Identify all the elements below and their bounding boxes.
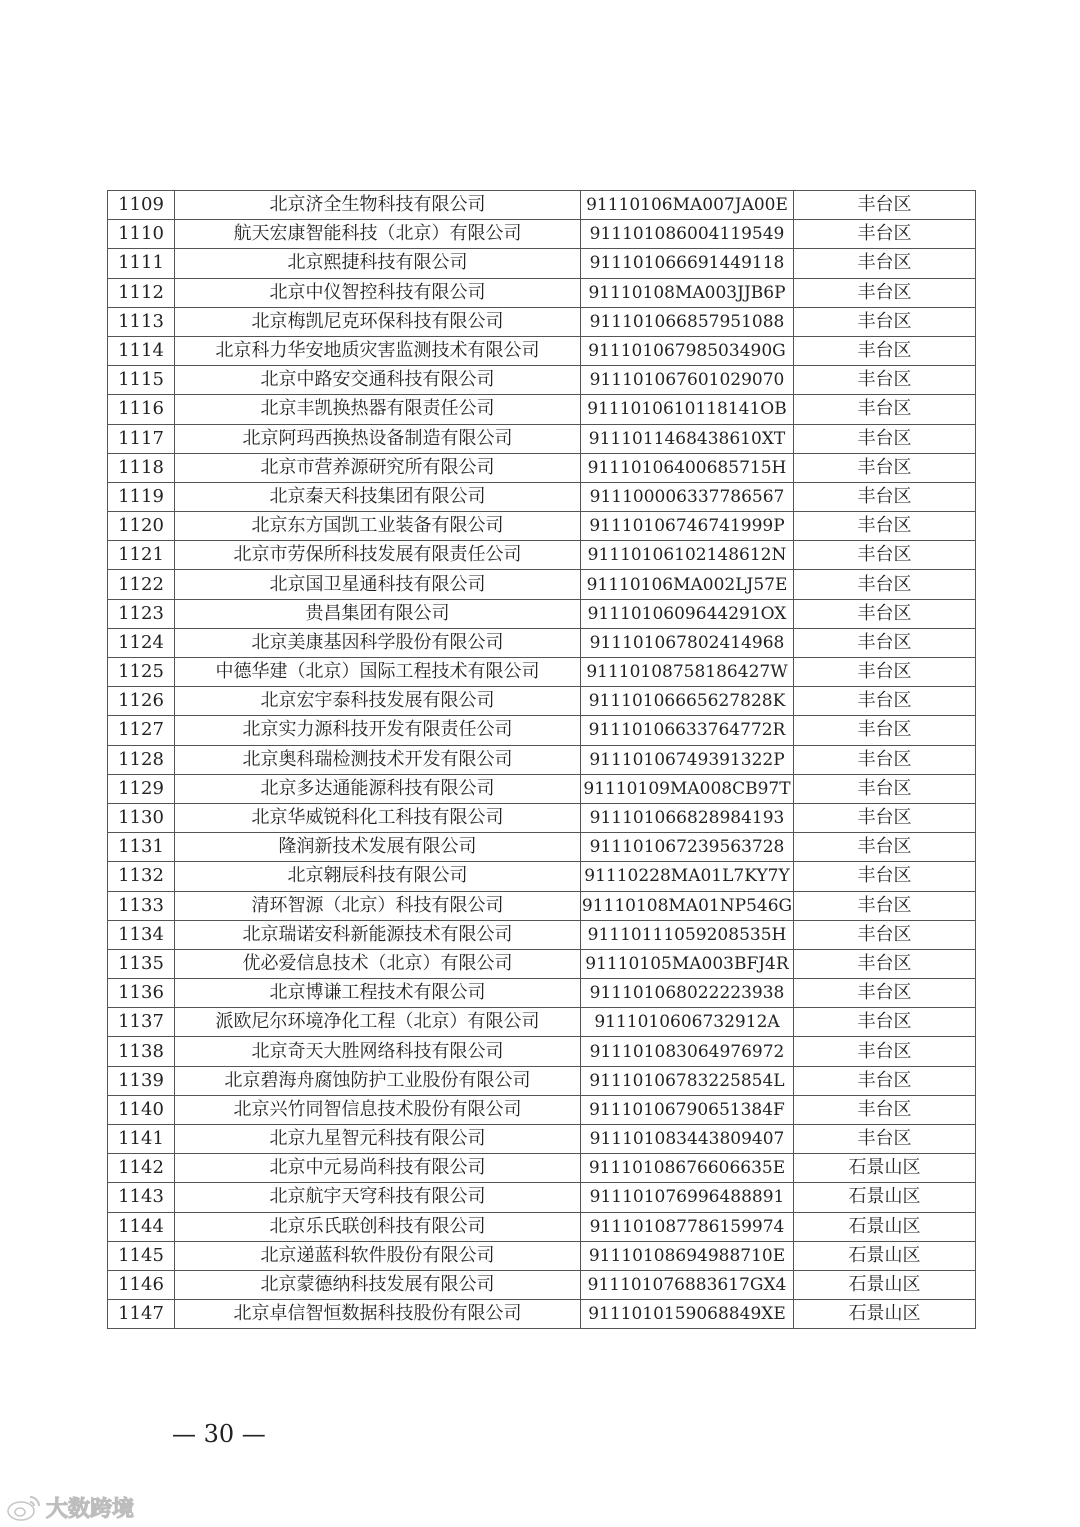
table-row — [108, 1300, 976, 1329]
credit-code: 91110108676606635E — [581, 1154, 794, 1183]
row-number: 1140 — [108, 1095, 175, 1124]
credit-code: 911101066828984193 — [581, 803, 794, 832]
credit-code: 91110105MA003BFJ4R — [581, 949, 794, 978]
table-row — [108, 658, 976, 687]
district: 丰台区 — [794, 599, 976, 628]
row-number: 1118 — [108, 453, 175, 482]
company-name: 北京兴竹同智信息技术股份有限公司 — [175, 1095, 581, 1124]
credit-code: 91110106746741999P — [581, 512, 794, 541]
table-row — [108, 1183, 976, 1212]
company-name: 北京熙捷科技有限公司 — [175, 249, 581, 278]
row-number: 1128 — [108, 745, 175, 774]
district: 丰台区 — [794, 774, 976, 803]
company-name: 贵昌集团有限公司 — [175, 599, 581, 628]
row-number: 1146 — [108, 1270, 175, 1299]
district: 丰台区 — [794, 949, 976, 978]
credit-code: 911101068022223938 — [581, 979, 794, 1008]
row-number: 1141 — [108, 1125, 175, 1154]
credit-code: 91110106102148612N — [581, 541, 794, 570]
company-name: 北京梅凯尼克环保科技有限公司 — [175, 307, 581, 336]
company-name: 派欧尼尔环境净化工程（北京）有限公司 — [175, 1008, 581, 1037]
company-name: 北京中路安交通科技有限公司 — [175, 366, 581, 395]
district: 丰台区 — [794, 307, 976, 336]
company-name: 北京航宇天穹科技有限公司 — [175, 1183, 581, 1212]
row-number: 1134 — [108, 920, 175, 949]
district: 丰台区 — [794, 570, 976, 599]
credit-code: 9111011468438610XT — [581, 424, 794, 453]
credit-code: 91110106783225854L — [581, 1066, 794, 1095]
table-row — [108, 979, 976, 1008]
row-number: 1113 — [108, 307, 175, 336]
credit-code: 91110111059208535H — [581, 920, 794, 949]
table-row — [108, 541, 976, 570]
credit-code: 91110106798503490G — [581, 336, 794, 365]
credit-code: 9111010610118141OB — [581, 395, 794, 424]
table-body — [108, 191, 976, 1329]
district: 石景山区 — [794, 1183, 976, 1212]
row-number: 1144 — [108, 1212, 175, 1241]
company-name: 清环智源（北京）科技有限公司 — [175, 891, 581, 920]
company-table — [107, 190, 976, 1329]
credit-code: 91110106665627828K — [581, 687, 794, 716]
credit-code: 9111010609644291OX — [581, 599, 794, 628]
district: 丰台区 — [794, 745, 976, 774]
table-row — [108, 570, 976, 599]
credit-code: 91110108MA003JJB6P — [581, 278, 794, 307]
table-row — [108, 716, 976, 745]
row-number: 1120 — [108, 512, 175, 541]
credit-code: 91110106MA002LJ57E — [581, 570, 794, 599]
credit-code: 911101066857951088 — [581, 307, 794, 336]
company-name: 北京蒙德纳科技发展有限公司 — [175, 1270, 581, 1299]
credit-code: 9111010606732912A — [581, 1008, 794, 1037]
company-name: 北京科力华安地质灾害监测技术有限公司 — [175, 336, 581, 365]
credit-code: 9111010159068849XE — [581, 1300, 794, 1329]
company-name: 北京奥科瑞检测技术开发有限公司 — [175, 745, 581, 774]
district: 丰台区 — [794, 366, 976, 395]
table-row — [108, 1154, 976, 1183]
row-number: 1133 — [108, 891, 175, 920]
table-row — [108, 1008, 976, 1037]
district: 石景山区 — [794, 1154, 976, 1183]
table-row — [108, 220, 976, 249]
table-row — [108, 833, 976, 862]
table-row — [108, 628, 976, 657]
company-name: 北京华威锐科化工科技有限公司 — [175, 803, 581, 832]
credit-code: 911101076996488891 — [581, 1183, 794, 1212]
table-row — [108, 1095, 976, 1124]
company-name: 北京东方国凯工业装备有限公司 — [175, 512, 581, 541]
table-row — [108, 803, 976, 832]
credit-code: 911101066691449118 — [581, 249, 794, 278]
table-row — [108, 949, 976, 978]
company-name: 北京济全生物科技有限公司 — [175, 191, 581, 220]
district: 丰台区 — [794, 453, 976, 482]
company-name: 北京中元易尚科技有限公司 — [175, 1154, 581, 1183]
table-row — [108, 249, 976, 278]
district: 丰台区 — [794, 803, 976, 832]
table-row — [108, 1212, 976, 1241]
row-number: 1119 — [108, 482, 175, 511]
row-number: 1132 — [108, 862, 175, 891]
district: 丰台区 — [794, 1037, 976, 1066]
row-number: 1138 — [108, 1037, 175, 1066]
table-row — [108, 1125, 976, 1154]
row-number: 1121 — [108, 541, 175, 570]
watermark-text: 大数跨境 — [46, 1496, 135, 1522]
district: 石景山区 — [794, 1300, 976, 1329]
row-number: 1125 — [108, 658, 175, 687]
credit-code: 91110108694988710E — [581, 1241, 794, 1270]
credit-code: 91110106400685715H — [581, 453, 794, 482]
credit-code: 91110109MA008CB97T — [581, 774, 794, 803]
company-name: 北京市营养源研究所有限公司 — [175, 453, 581, 482]
company-name: 北京中仪智控科技有限公司 — [175, 278, 581, 307]
credit-code: 911100006337786567 — [581, 482, 794, 511]
district: 丰台区 — [794, 249, 976, 278]
district: 丰台区 — [794, 658, 976, 687]
company-name: 北京秦天科技集团有限公司 — [175, 482, 581, 511]
table-row — [108, 1270, 976, 1299]
company-name: 北京九星智元科技有限公司 — [175, 1125, 581, 1154]
credit-code: 911101083064976972 — [581, 1037, 794, 1066]
credit-code: 91110228MA01L7KY7Y — [581, 862, 794, 891]
company-name: 北京碧海舟腐蚀防护工业股份有限公司 — [175, 1066, 581, 1095]
row-number: 1142 — [108, 1154, 175, 1183]
company-name: 北京奇天大胜网络科技有限公司 — [175, 1037, 581, 1066]
district: 丰台区 — [794, 1095, 976, 1124]
table-row — [108, 336, 976, 365]
row-number: 1117 — [108, 424, 175, 453]
row-number: 1145 — [108, 1241, 175, 1270]
table-row — [108, 774, 976, 803]
company-name: 北京丰凯换热器有限责任公司 — [175, 395, 581, 424]
row-number: 1131 — [108, 833, 175, 862]
credit-code: 911101086004119549 — [581, 220, 794, 249]
credit-code: 91110106MA007JA00E — [581, 191, 794, 220]
district: 丰台区 — [794, 687, 976, 716]
table-row — [108, 366, 976, 395]
row-number: 1147 — [108, 1300, 175, 1329]
district: 丰台区 — [794, 191, 976, 220]
table-row — [108, 862, 976, 891]
row-number: 1129 — [108, 774, 175, 803]
credit-code: 91110106790651384F — [581, 1095, 794, 1124]
row-number: 1135 — [108, 949, 175, 978]
district: 石景山区 — [794, 1241, 976, 1270]
district: 丰台区 — [794, 891, 976, 920]
row-number: 1109 — [108, 191, 175, 220]
table-row — [108, 395, 976, 424]
company-name: 优必爱信息技术（北京）有限公司 — [175, 949, 581, 978]
district: 丰台区 — [794, 424, 976, 453]
table-row — [108, 424, 976, 453]
district: 丰台区 — [794, 512, 976, 541]
company-name: 北京卓信智恒数据科技股份有限公司 — [175, 1300, 581, 1329]
company-name: 北京翱辰科技有限公司 — [175, 862, 581, 891]
row-number: 1130 — [108, 803, 175, 832]
table-row — [108, 1066, 976, 1095]
credit-code: 911101067239563728 — [581, 833, 794, 862]
district: 丰台区 — [794, 833, 976, 862]
credit-code: 91110108MA01NP546G — [581, 891, 794, 920]
table-row — [108, 307, 976, 336]
table-row — [108, 599, 976, 628]
row-number: 1143 — [108, 1183, 175, 1212]
row-number: 1127 — [108, 716, 175, 745]
credit-code: 91110106749391322P — [581, 745, 794, 774]
table-row — [108, 745, 976, 774]
company-name: 北京美康基因科学股份有限公司 — [175, 628, 581, 657]
row-number: 1116 — [108, 395, 175, 424]
company-name: 北京瑞诺安科新能源技术有限公司 — [175, 920, 581, 949]
row-number: 1123 — [108, 599, 175, 628]
district: 丰台区 — [794, 979, 976, 1008]
table-row — [108, 1037, 976, 1066]
page-number: — 30 — — [172, 1420, 266, 1448]
credit-code: 91110106633764772R — [581, 716, 794, 745]
row-number: 1136 — [108, 979, 175, 1008]
table-row — [108, 482, 976, 511]
table-row — [108, 891, 976, 920]
table-row — [108, 191, 976, 220]
company-name: 北京国卫星通科技有限公司 — [175, 570, 581, 599]
company-name: 北京博谦工程技术有限公司 — [175, 979, 581, 1008]
district: 石景山区 — [794, 1270, 976, 1299]
company-name: 北京市劳保所科技发展有限责任公司 — [175, 541, 581, 570]
row-number: 1112 — [108, 278, 175, 307]
district: 丰台区 — [794, 628, 976, 657]
row-number: 1137 — [108, 1008, 175, 1037]
company-name: 中德华建（北京）国际工程技术有限公司 — [175, 658, 581, 687]
credit-code: 91110108758186427W — [581, 658, 794, 687]
company-name: 北京递蓝科软件股份有限公司 — [175, 1241, 581, 1270]
row-number: 1115 — [108, 366, 175, 395]
company-name: 航天宏康智能科技（北京）有限公司 — [175, 220, 581, 249]
district: 丰台区 — [794, 1008, 976, 1037]
row-number: 1114 — [108, 336, 175, 365]
table-row — [108, 687, 976, 716]
row-number: 1110 — [108, 220, 175, 249]
district: 丰台区 — [794, 395, 976, 424]
district: 丰台区 — [794, 862, 976, 891]
company-name: 北京多达通能源科技有限公司 — [175, 774, 581, 803]
district: 丰台区 — [794, 482, 976, 511]
credit-code: 911101083443809407 — [581, 1125, 794, 1154]
credit-code: 911101067601029070 — [581, 366, 794, 395]
district: 丰台区 — [794, 336, 976, 365]
district: 丰台区 — [794, 920, 976, 949]
table-row — [108, 278, 976, 307]
row-number: 1111 — [108, 249, 175, 278]
district: 丰台区 — [794, 220, 976, 249]
row-number: 1122 — [108, 570, 175, 599]
company-name: 北京实力源科技开发有限责任公司 — [175, 716, 581, 745]
credit-code: 911101067802414968 — [581, 628, 794, 657]
table-row — [108, 1241, 976, 1270]
district: 丰台区 — [794, 541, 976, 570]
district: 丰台区 — [794, 716, 976, 745]
company-name: 隆润新技术发展有限公司 — [175, 833, 581, 862]
district: 丰台区 — [794, 1066, 976, 1095]
credit-code: 911101087786159974 — [581, 1212, 794, 1241]
row-number: 1139 — [108, 1066, 175, 1095]
company-name: 北京阿玛西换热设备制造有限公司 — [175, 424, 581, 453]
table-row — [108, 920, 976, 949]
table-row — [108, 453, 976, 482]
row-number: 1126 — [108, 687, 175, 716]
district: 丰台区 — [794, 1125, 976, 1154]
row-number: 1124 — [108, 628, 175, 657]
district: 丰台区 — [794, 278, 976, 307]
table-row — [108, 512, 976, 541]
company-name: 北京乐氏联创科技有限公司 — [175, 1212, 581, 1241]
credit-code: 911101076883617GX4 — [581, 1270, 794, 1299]
district: 石景山区 — [794, 1212, 976, 1241]
company-name: 北京宏宇泰科技发展有限公司 — [175, 687, 581, 716]
watermark — [6, 1490, 134, 1524]
weibo-icon — [6, 1492, 42, 1522]
